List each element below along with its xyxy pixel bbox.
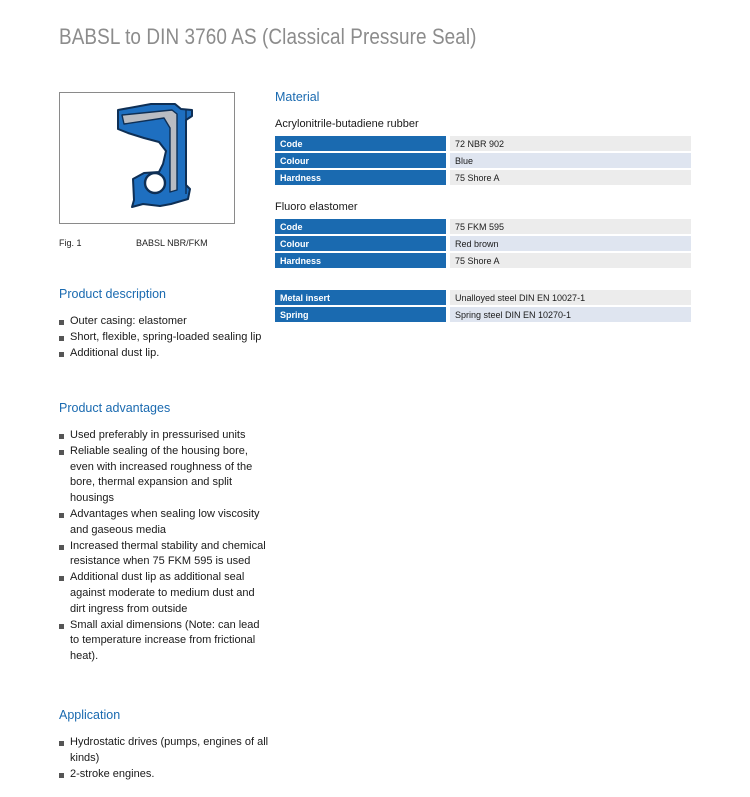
table-row	[275, 307, 691, 322]
property-key: Spring	[275, 307, 450, 322]
material-heading: Material	[275, 90, 320, 104]
property-key: Hardness	[275, 253, 450, 268]
garter-spring-icon	[145, 173, 165, 193]
property-value: Blue	[450, 153, 691, 168]
table-row	[275, 253, 691, 268]
figure-label: Fig. 1	[59, 238, 82, 248]
list-item: Small axial dimensions (Note: can lead to temperature increase from frictional heat).	[59, 618, 271, 665]
product-description-section	[59, 287, 271, 361]
material-section	[275, 90, 691, 324]
property-key: Colour	[275, 153, 450, 168]
table-row	[275, 219, 691, 234]
page-title: BABSL to DIN 3760 AS (Classical Pressure Seal)	[59, 24, 477, 49]
list-item: Advantages when sealing low viscosity and gaseous media	[59, 507, 271, 539]
seal-profile-drawing	[60, 93, 236, 225]
application-heading: Application	[59, 708, 121, 722]
property-value: Red brown	[450, 236, 691, 251]
list-item: Outer casing: elastomer	[59, 314, 271, 330]
property-value: 75 Shore A	[450, 253, 691, 268]
list-item: 2-stroke engines.	[59, 767, 271, 783]
fkm-material-name: Fluoro elastomer	[275, 201, 358, 213]
list-item: Additional dust lip as additional seal against moderate to medium dust and dirt ingress from outside	[59, 570, 271, 617]
property-value: Unalloyed steel DIN EN 10027-1	[450, 290, 691, 305]
property-key: Hardness	[275, 170, 450, 185]
fkm-properties-table	[275, 217, 691, 270]
list-item: Additional dust lip.	[59, 346, 271, 362]
property-value: 75 FKM 595	[450, 219, 691, 234]
list-item: Hydrostatic drives (pumps, engines of all kinds)	[59, 735, 271, 767]
table-row	[275, 290, 691, 305]
application-list	[59, 735, 271, 782]
property-value: 75 Shore A	[450, 170, 691, 185]
nbr-properties-table	[275, 134, 691, 187]
table-row	[275, 236, 691, 251]
property-key: Colour	[275, 236, 450, 251]
property-key: Code	[275, 136, 450, 151]
property-value: Spring steel DIN EN 10270-1	[450, 307, 691, 322]
figure-caption: BABSL NBR/FKM	[136, 238, 208, 248]
list-item: Short, flexible, spring-loaded sealing lip	[59, 330, 271, 346]
list-item: Reliable sealing of the housing bore, even with increased roughness of the bore, thermal expansion and split housings	[59, 444, 271, 507]
application-section	[59, 708, 271, 782]
seal-cross-section-figure	[59, 92, 235, 224]
property-value: 72 NBR 902	[450, 136, 691, 151]
nbr-material-name: Acrylonitrile-butadiene rubber	[275, 118, 419, 130]
product-advantages-heading: Product advantages	[59, 401, 171, 415]
list-item: Used preferably in pressurised units	[59, 428, 271, 444]
product-advantages-list	[59, 428, 271, 665]
product-advantages-section	[59, 401, 271, 665]
insert-spring-table	[275, 288, 691, 324]
table-row	[275, 170, 691, 185]
table-row	[275, 153, 691, 168]
table-row	[275, 136, 691, 151]
product-description-list	[59, 314, 271, 361]
list-item: Increased thermal stability and chemical resistance when 75 FKM 595 is used	[59, 539, 271, 571]
property-key: Code	[275, 219, 450, 234]
product-description-heading: Product description	[59, 287, 167, 301]
property-key: Metal insert	[275, 290, 450, 305]
